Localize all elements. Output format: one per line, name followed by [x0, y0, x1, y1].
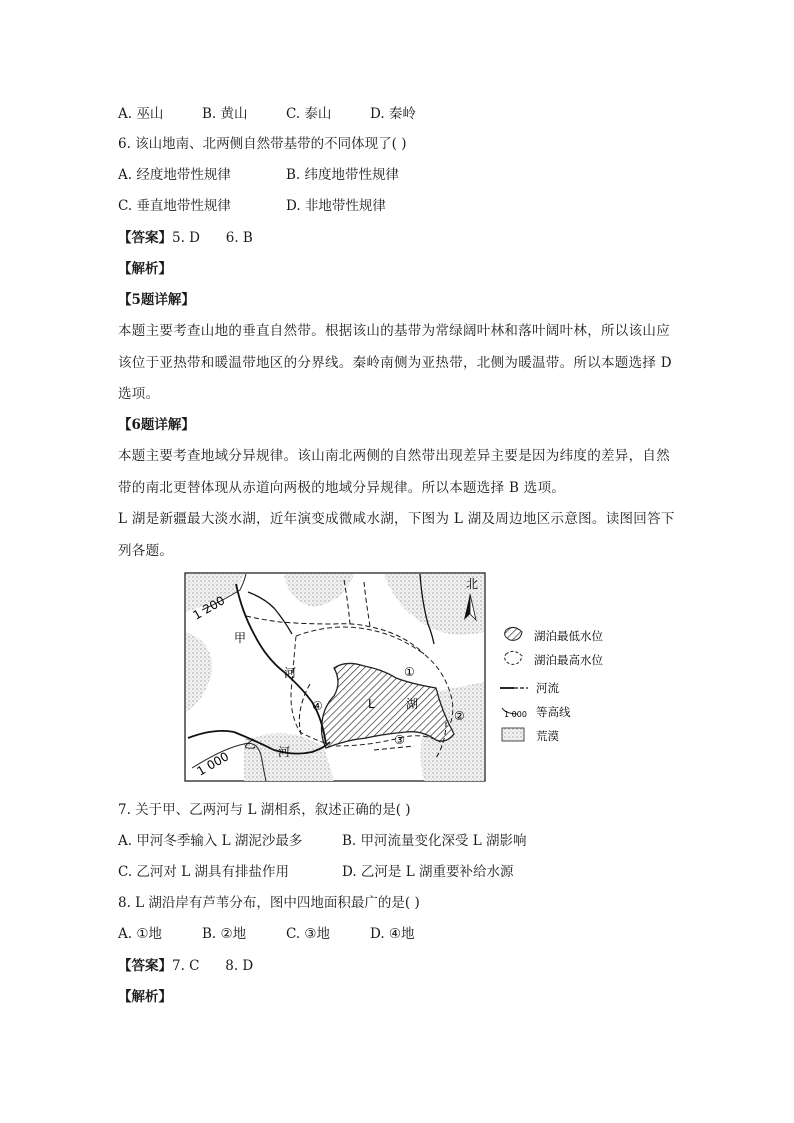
legend-min-level-label: 湖泊最低水位 [534, 629, 603, 643]
river-yi-label: 乙 [244, 737, 257, 751]
site-3-label: ③ [394, 733, 405, 747]
q7-option-d: D. 乙河是 L 湖重要补给水源 [342, 864, 514, 880]
legend-desert-label: 荒漠 [536, 729, 559, 743]
lake-hu-label: 湖 [406, 697, 419, 711]
intro-line: L 湖是新疆最大淡水湖，近年演变成微咸水湖，下图为 L 湖及周边地区示意图。读图回答下 [118, 511, 675, 527]
q8-option-d: D. ④地 [370, 926, 415, 942]
q6-option-c: C. 垂直地带性规律 [118, 198, 231, 214]
site-2-label: ② [454, 709, 465, 723]
detail5-line: 本题主要考查山地的垂直自然带。根据该山的基带为常绿阔叶林和落叶阔叶林，所以该山应 [118, 323, 670, 339]
q6-options-row2 [118, 196, 386, 216]
q6-option-d: D. 非地带性规律 [286, 198, 386, 214]
river-jia-label: 甲 [234, 631, 247, 645]
q8-option-a: A. ①地 [118, 926, 162, 942]
contour-label-1000: 1 000 [194, 749, 232, 779]
answer-text: 5. D 6. B [172, 230, 253, 246]
contour-label-1200: 1 200 [190, 593, 228, 623]
q6-option-a: A. 经度地带性规律 [118, 167, 231, 183]
lake-l-label: L [368, 697, 375, 711]
site-4-label: ④ [312, 699, 323, 713]
legend-river-label: 河流 [536, 681, 559, 695]
q5-option-c: C. 泰山 [286, 106, 332, 122]
q6-options-row1 [118, 165, 399, 185]
q8-option-b: B. ②地 [202, 926, 247, 942]
lake-map [184, 572, 604, 784]
detail6-line: 带的南北更替体现从赤道向两极的地域分异规律。所以本题选择 B 选项。 [118, 479, 566, 496]
legend-river [500, 681, 559, 695]
q8-stem: 8. L 湖沿岸有芦苇分布，图中四地面积最广的是( ) [118, 895, 420, 911]
river-yi-he-label: 河 [278, 745, 291, 759]
analysis-heading: 【解析】 [118, 261, 172, 277]
q7-options-row2 [118, 862, 513, 882]
q5-option-a: A. 巫山 [118, 106, 164, 122]
north-label: 北 [466, 577, 479, 591]
detail6-body [118, 441, 678, 504]
answer-text: 7. C 8. D [172, 958, 254, 974]
analysis-heading: 【解析】 [118, 989, 172, 1005]
lake-map-figure [184, 572, 604, 784]
q7-options-row1 [118, 831, 527, 851]
legend-max-level [505, 651, 604, 667]
q8-options [118, 924, 415, 944]
legend-min-level [505, 627, 604, 643]
detail6-heading: 【6题详解】 [118, 417, 195, 433]
answer-7-8 [118, 956, 253, 976]
q6-option-b: B. 纬度地带性规律 [286, 167, 400, 183]
legend-contour-label: 等高线 [536, 705, 571, 719]
intro-body [118, 504, 678, 567]
q7-option-a: A. 甲河冬季输入 L 湖泥沙最多 [118, 833, 303, 849]
detail5-line: 该位于亚热带和暖温带地区的分界线。秦岭南侧为亚热带，北侧为暖温带。所以本题选择 D [118, 354, 672, 371]
answer-label: 【答案】 [118, 958, 172, 974]
q8-option-c: C. ③地 [286, 926, 331, 942]
site-1-label: ① [404, 665, 415, 679]
q5-options [118, 104, 416, 124]
q7-stem: 7. 关于甲、乙两河与 L 湖相系，叙述正确的是( ) [118, 802, 411, 818]
legend-contour [502, 705, 571, 719]
detail5-line: 选项。 [118, 386, 160, 402]
q7-option-c: C. 乙河对 L 湖具有排盐作用 [118, 864, 289, 880]
detail6-line: 本题主要考查地域分异规律。该山南北两侧的自然带出现差异主要是因为纬度的差异，自然 [118, 448, 670, 464]
river-jia-he-label: 河 [284, 666, 297, 680]
q6-stem: 6. 该山地南、北两侧自然带基带的不同体现了( ) [118, 136, 407, 152]
q7-option-b: B. 甲河流量变化深受 L 湖影响 [342, 833, 527, 849]
detail5-heading: 【5题详解】 [118, 292, 195, 308]
answer-5-6 [118, 228, 253, 248]
map-legend [500, 627, 603, 743]
q5-option-b: B. 黄山 [202, 106, 248, 122]
detail5-body [118, 316, 678, 411]
legend-contour-number: 1 000 [504, 710, 527, 719]
answer-label: 【答案】 [118, 230, 172, 246]
intro-line: 列各题。 [118, 542, 174, 559]
legend-desert [502, 728, 559, 743]
q5-option-d: D. 秦岭 [370, 106, 416, 122]
legend-max-level-label: 湖泊最高水位 [534, 653, 603, 667]
